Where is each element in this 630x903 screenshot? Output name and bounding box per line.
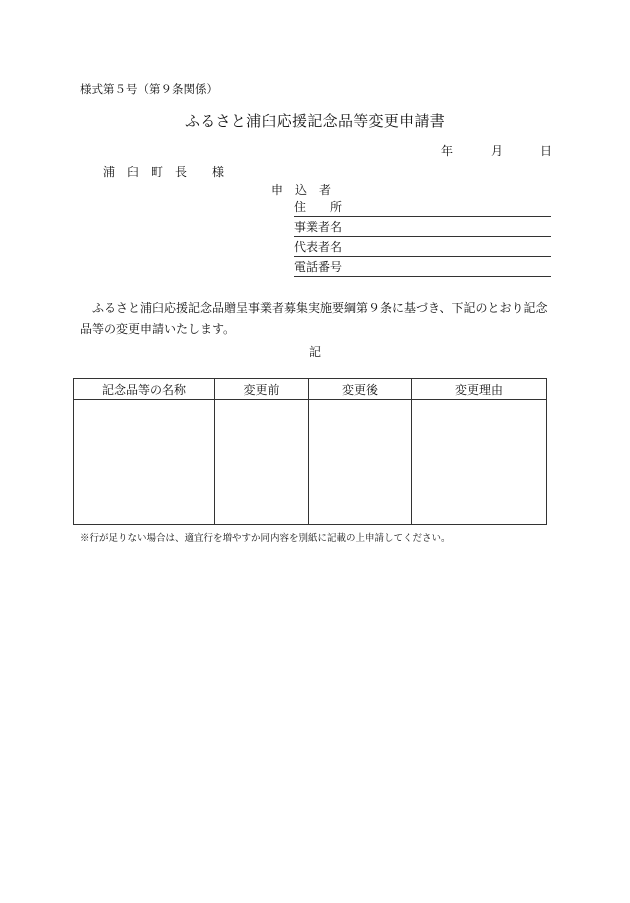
table-header-row [74, 379, 547, 400]
representative-name-label: 代表者名 [294, 240, 343, 254]
addressee-honorific: 様 [212, 165, 225, 179]
date-year-label: 年 [441, 144, 454, 158]
footnote: ※行が足りない場合は、適宜行を増やすか同内容を別紙に記載の上申請してください。 [80, 533, 451, 544]
address-label: 住 所 [294, 200, 343, 214]
request-statement: ふるさと浦臼応援記念品贈呈事業者募集実施要綱第９条に基づき、下記のとおり記念品等の変更申請いたします。 [80, 301, 548, 336]
form-number: 様式第５号（第９条関係） [80, 82, 218, 96]
reason-cell[interactable] [412, 400, 547, 525]
addressee-town-mayor: 浦 臼 町 長 [103, 165, 188, 179]
applicant-label: 申 込 者 [271, 183, 332, 197]
column-header-reason: 変更理由 [412, 379, 547, 400]
date-month-label: 月 [491, 144, 504, 158]
ki-heading: 記 [308, 345, 321, 359]
address-field[interactable] [294, 199, 551, 217]
phone-number-field[interactable] [294, 259, 551, 277]
document-title: ふるさと浦臼応援記念品等変更申請書 [184, 112, 446, 130]
business-name-field[interactable] [294, 219, 551, 237]
phone-number-label: 電話番号 [294, 260, 343, 274]
column-header-item-name: 記念品等の名称 [74, 379, 215, 400]
business-name-label: 事業者名 [294, 220, 343, 234]
date-day-label: 日 [540, 144, 553, 158]
after-cell[interactable] [309, 400, 412, 525]
representative-name-field[interactable] [294, 239, 551, 257]
column-header-after: 変更後 [309, 379, 412, 400]
before-cell[interactable] [215, 400, 309, 525]
table-row [74, 400, 547, 525]
change-table [73, 378, 547, 525]
column-header-before: 変更前 [215, 379, 309, 400]
item-name-cell[interactable] [74, 400, 215, 525]
